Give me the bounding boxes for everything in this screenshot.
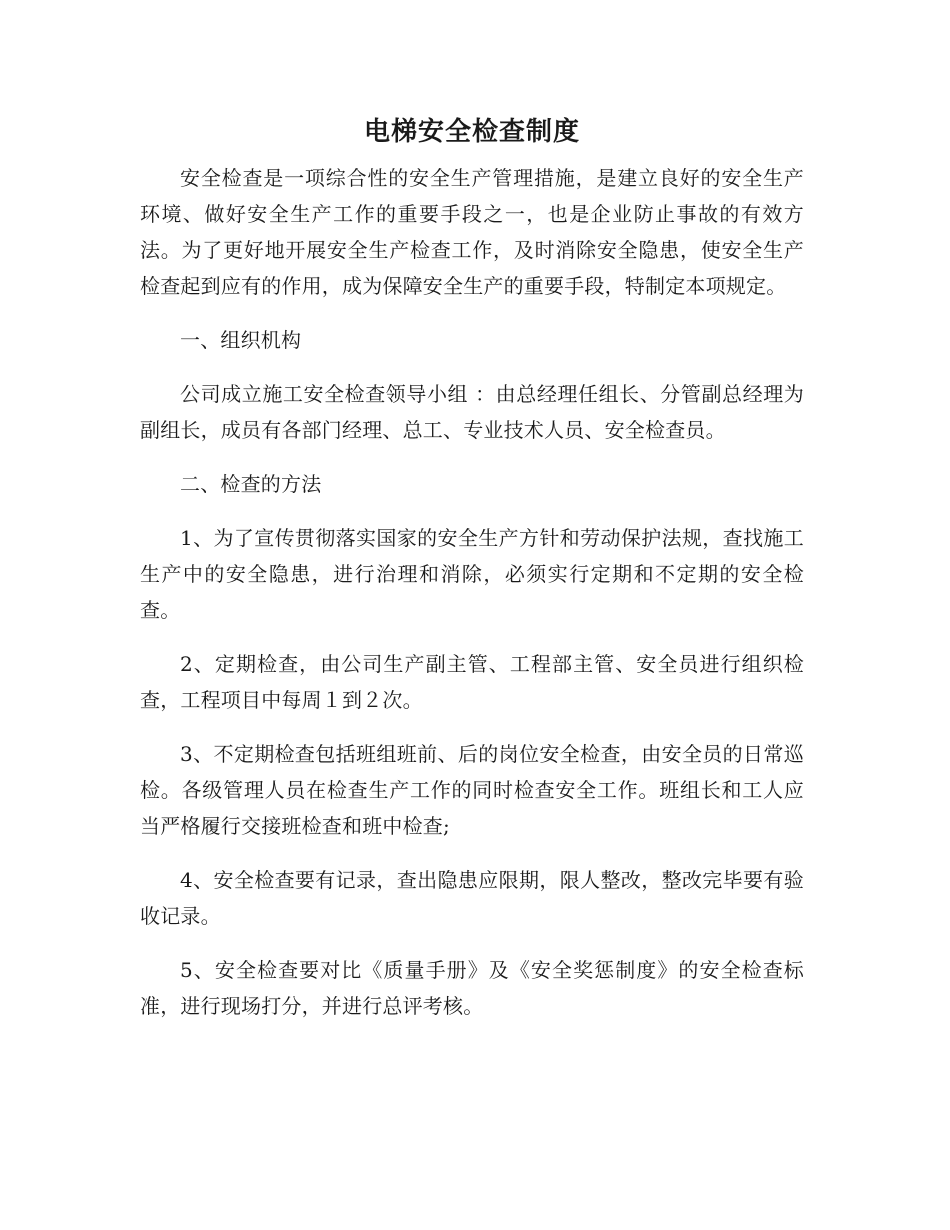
method-item-2: 2、定期检查，由公司生产副主管、工程部主管、安全员进行组织检查，工程项目中每周１到２次。 xyxy=(140,652,804,712)
organization-paragraph: 公司成立施工安全检查领导小组 ：由总经理任组长、分管副总经理为副组长，成员有各部门经理、总工、专业技术人员、安全检查员。 xyxy=(140,382,804,442)
method-item-1: 1、为了宣传贯彻落实国家的安全生产方针和劳动保护法规，查找施工生产中的安全隐患，进行治理和消除，必须实行定期和不定期的安全检查。 xyxy=(140,526,804,622)
method-item-3: 3、不定期检查包括班组班前、后的岗位安全检查，由安全员的日常巡检。各级管理人员在检查生产工作的同时检查安全工作。班组长和工人应当严格履行交接班检查和班中检查; xyxy=(140,742,804,838)
method-item-4: 4、安全检查要有记录，查出隐患应限期，限人整改，整改完毕要有验收记录。 xyxy=(140,868,804,928)
method-item-5: 5、安全检查要对比《质量手册》及《安全奖惩制度》的安全检查标准，进行现场打分，并进行总评考核。 xyxy=(140,958,804,1018)
document-title: 电梯安全检查制度 xyxy=(363,117,580,147)
document-page xyxy=(140,112,804,1024)
intro-paragraph: 安全检查是一项综合性的安全生产管理措施，是建立良好的安全生产环境、做好安全生产工作的重要手段之一，也是企业防止事故的有效方法。为了更好地开展安全生产检查工作，及时消除安全隐患，使安全生产检查起到应有的作用，成为保障安全生产的重要手段，特制定本项规定。 xyxy=(140,166,804,298)
section-heading-methods: 二、检查的方法 xyxy=(180,472,322,496)
section-heading-organization: 一、组织机构 xyxy=(180,328,302,352)
